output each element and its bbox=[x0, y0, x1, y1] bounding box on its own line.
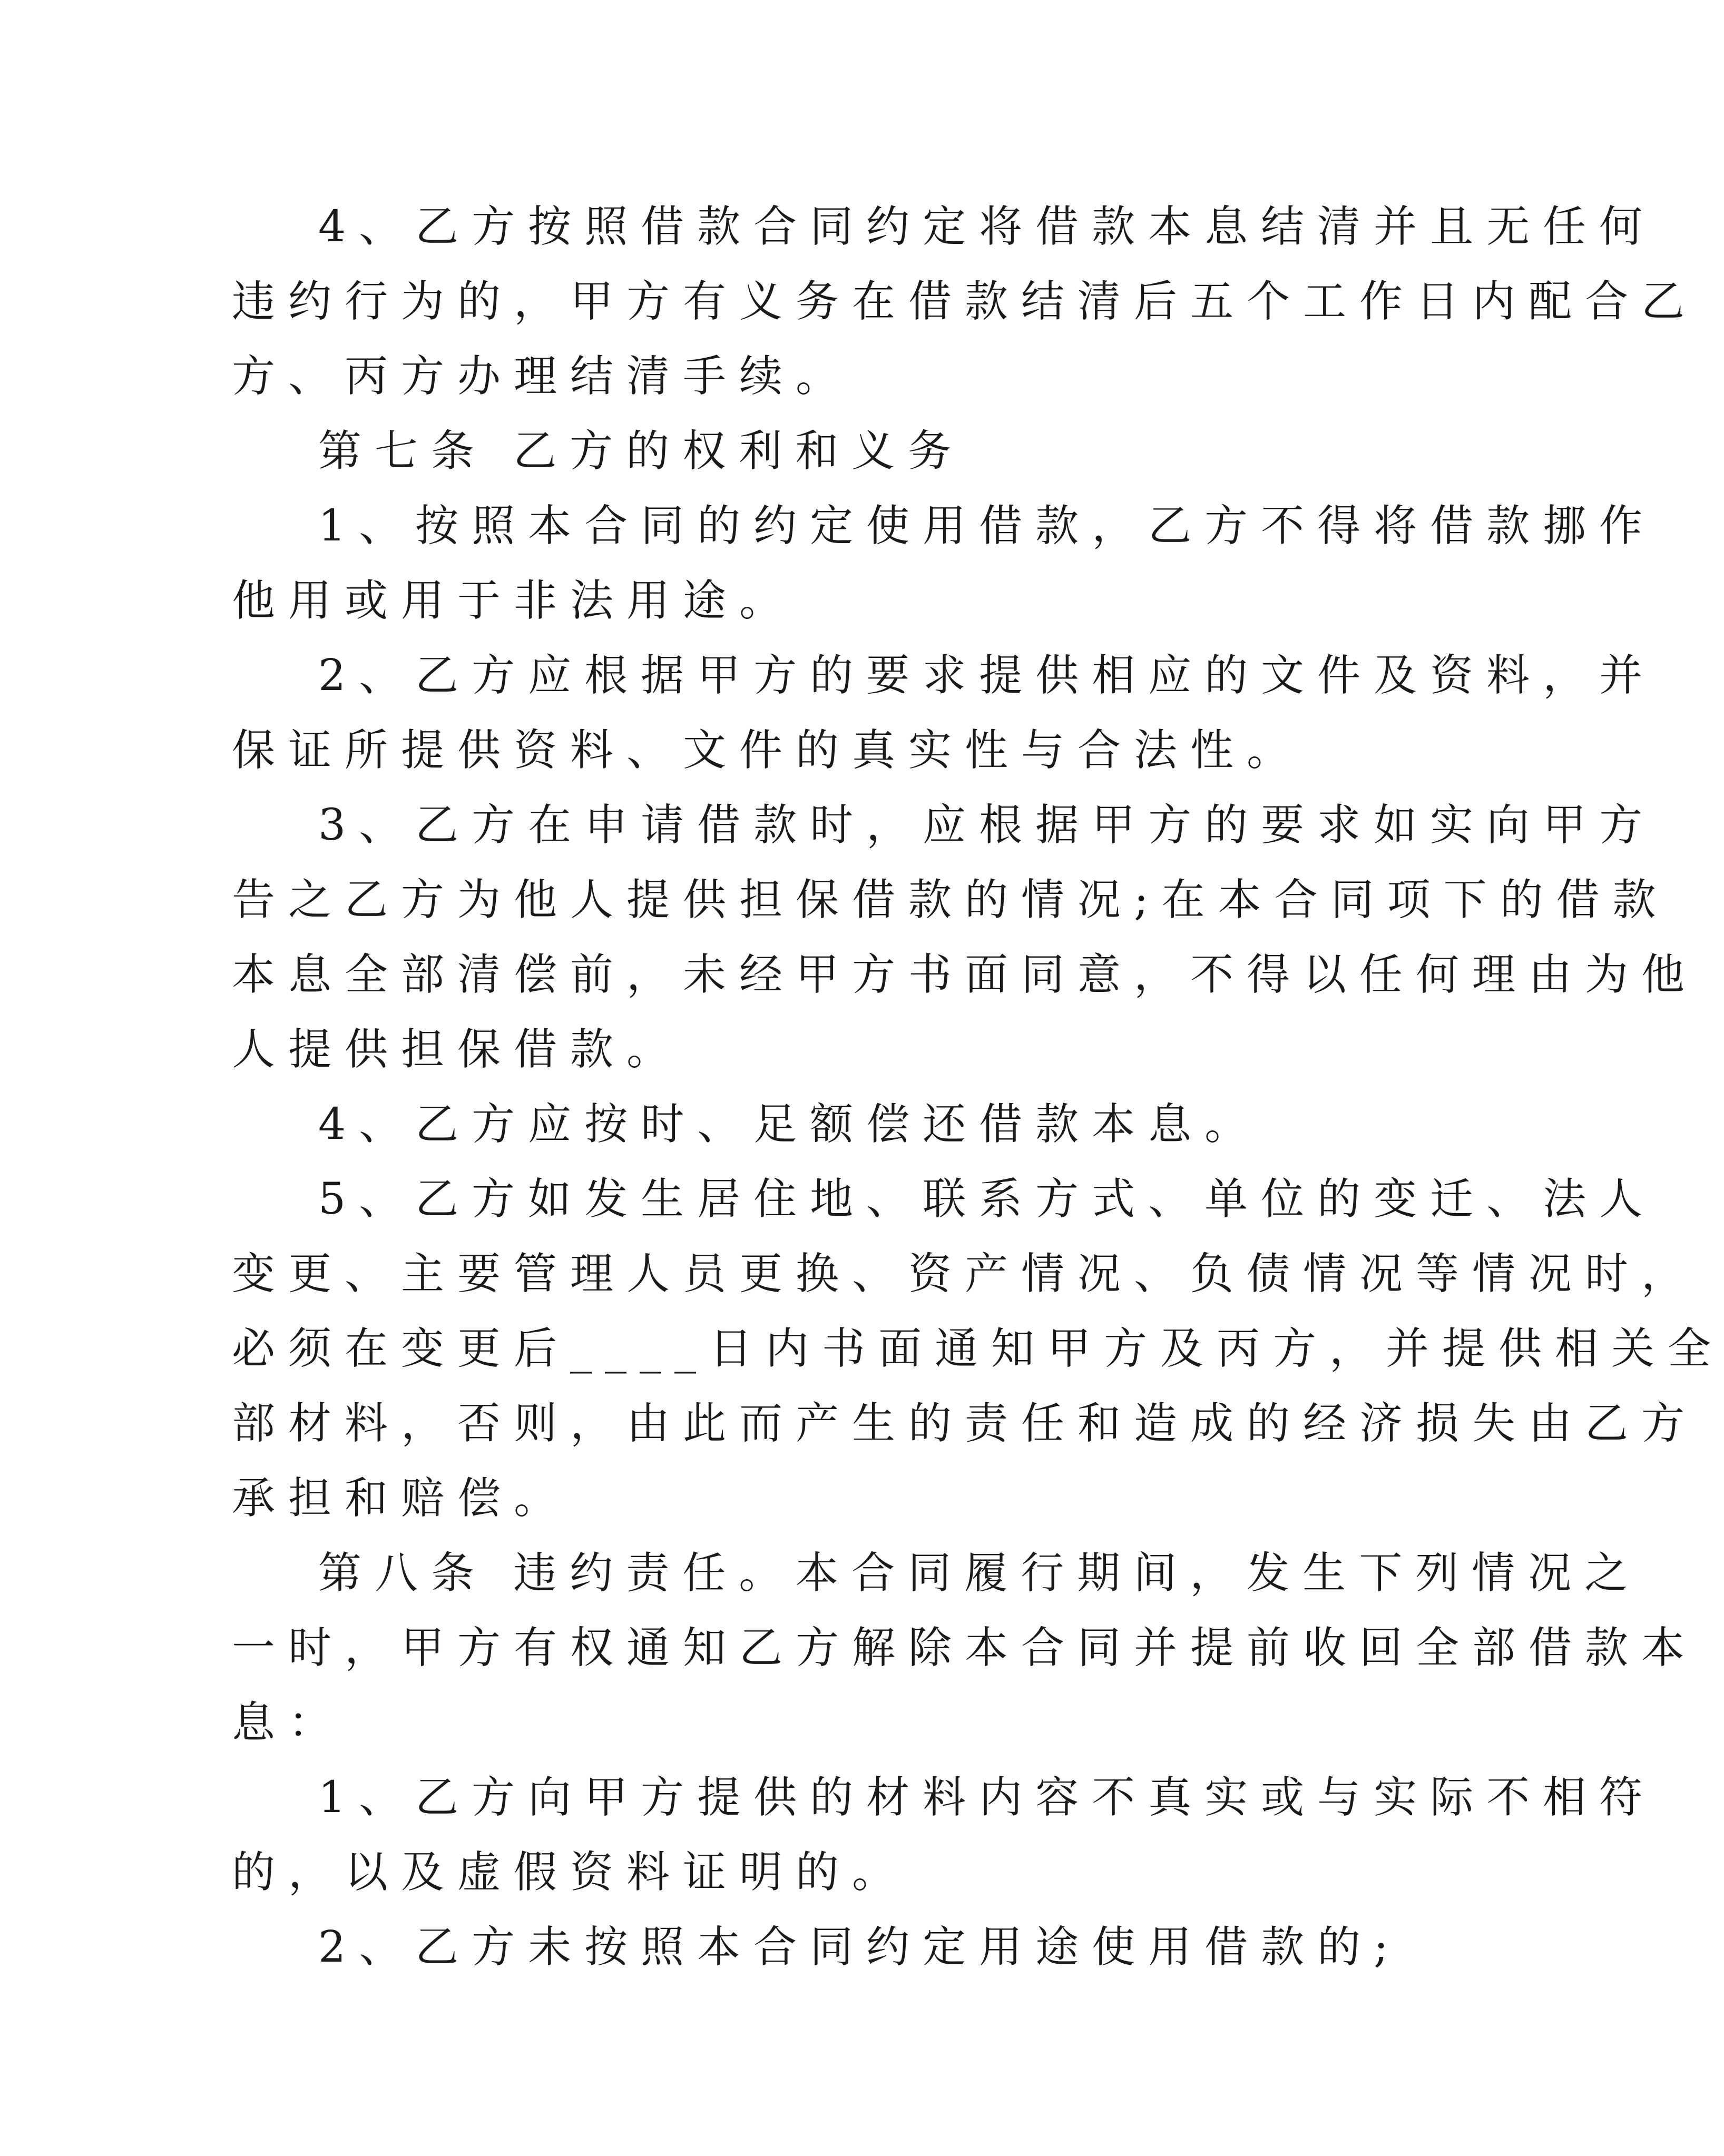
paragraph-line: 4、乙方按照借款合同约定将借款本息结清并且无任何 bbox=[318, 202, 1656, 252]
paragraph-line: 承担和赔偿。 bbox=[232, 1473, 571, 1523]
contract-page bbox=[232, 0, 1724, 2156]
paragraph-line: 他用或用于非法用途。 bbox=[232, 576, 796, 626]
paragraph-line: 告之乙方为他人提供担保借款的情况;在本合同项下的借款 bbox=[232, 875, 1669, 925]
paragraph-line: 3、乙方在申请借款时，应根据甲方的要求如实向甲方 bbox=[318, 800, 1656, 850]
paragraph-line: 一时，甲方有权通知乙方解除本合同并提前收回全部借款本 bbox=[232, 1623, 1698, 1673]
paragraph-line: 4、乙方应按时、足额偿还借款本息。 bbox=[318, 1099, 1261, 1149]
paragraph-line: 本息全部清偿前，未经甲方书面同意，不得以任何理由为他 bbox=[232, 950, 1698, 1000]
article-number: 第八条 bbox=[318, 1548, 488, 1598]
paragraph-line: 变更、主要管理人员更换、资产情况、负债情况等情况时， bbox=[232, 1249, 1698, 1299]
paragraph-line: 5、乙方如发生居住地、联系方式、单位的变迁、法人 bbox=[318, 1174, 1656, 1224]
paragraph-line: 息： bbox=[232, 1698, 345, 1748]
paragraph-line: 方、丙方办理结清手续。 bbox=[232, 351, 853, 401]
paragraph-line: 保证所提供资料、文件的真实性与合法性。 bbox=[232, 725, 1304, 775]
paragraph-line: 2、乙方应根据甲方的要求提供相应的文件及资料，并 bbox=[318, 651, 1656, 701]
paragraph-line: 人提供担保借款。 bbox=[232, 1025, 683, 1075]
article-title: 乙方的权利和义务 bbox=[513, 426, 965, 476]
paragraph-line: 部材料，否则，由此而产生的责任和造成的经济损失由乙方 bbox=[232, 1399, 1698, 1449]
paragraph-line: 违约行为的，甲方有义务在借款结清后五个工作日内配合乙 bbox=[232, 277, 1698, 327]
paragraph-line: 1、乙方向甲方提供的材料内容不真实或与实际不相符 bbox=[318, 1773, 1656, 1823]
paragraph-line: 2、乙方未按照本合同约定用途使用借款的; bbox=[318, 1922, 1402, 1972]
article-title: 违约责任。本合同履行期间，发生下列情况之 bbox=[513, 1548, 1641, 1598]
paragraph-line: 必须在变更后____日内书面通知甲方及丙方，并提供相关全 bbox=[232, 1324, 1724, 1374]
article-heading bbox=[318, 1548, 1641, 1598]
article-heading bbox=[318, 426, 965, 476]
article-number: 第七条 bbox=[318, 426, 488, 476]
paragraph-line: 1、按照本合同的约定使用借款，乙方不得将借款挪作 bbox=[318, 501, 1656, 551]
paragraph-line: 的，以及虚假资料证明的。 bbox=[232, 1847, 909, 1897]
